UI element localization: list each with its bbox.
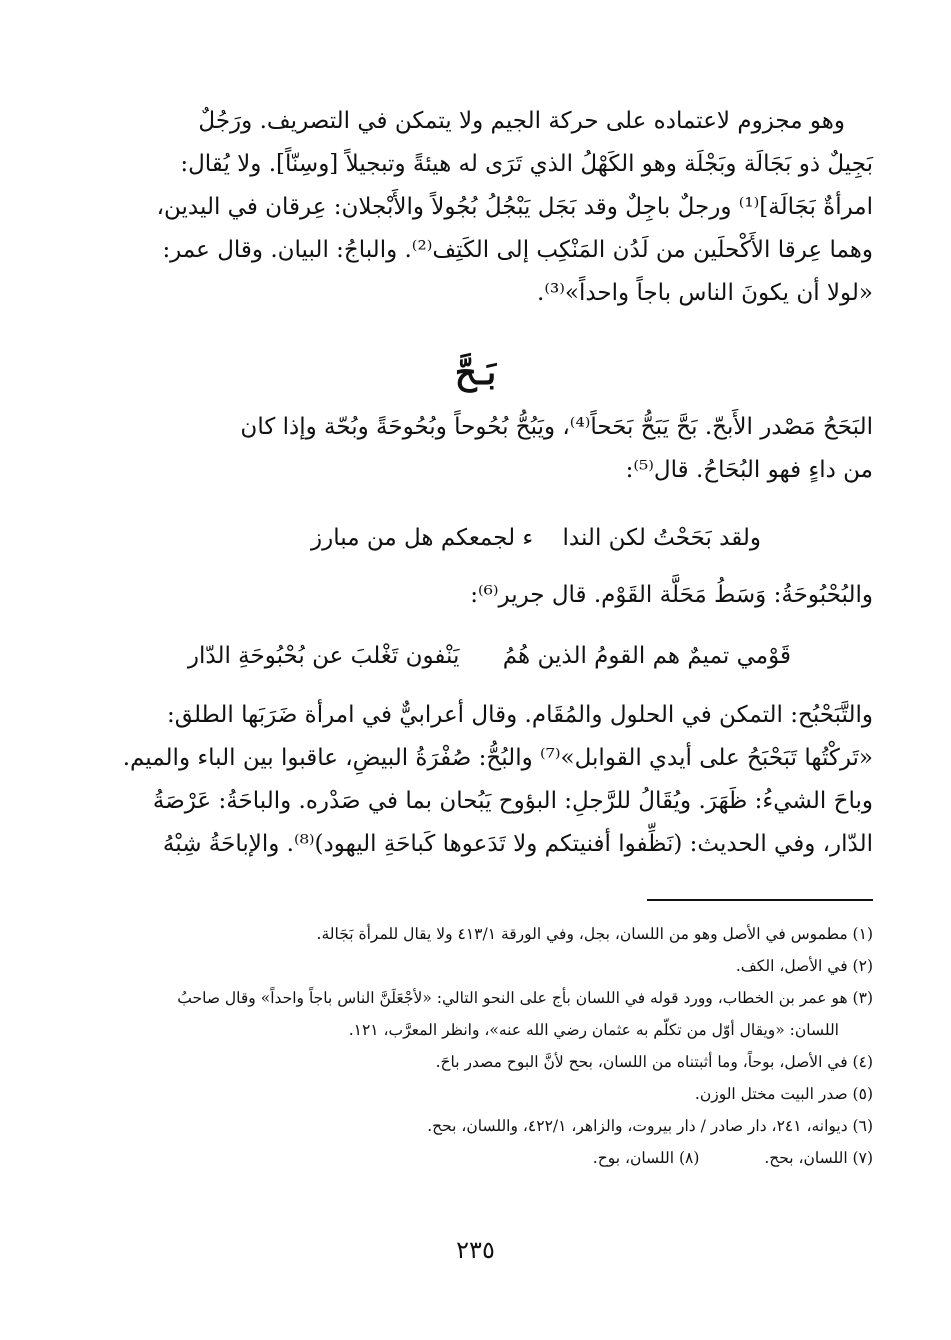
footnote-3-continuation: اللسان: «ويقال أوّل من تكلّم به عثمان رضي الله عنه»، وانظر المعرَّب، ١٢١. (348, 1021, 839, 1039)
text-line: امرأةٌ بَجَالَة]⁽¹⁾ ورجلٌ باجِلٌ وقد بَجَل يَبْجُلُ بُجُولاً والأَبْجلان: عِرقان في اليدين، (156, 194, 873, 220)
text-line: البَحَحُ مَصْدر الأَبحّ. بَحَّ يَبَحُّ بَحَحاً⁽⁴⁾، ويَبُحُّ بُحُوحاً وبُحُوحَةً وبُحّة وإذا كان (240, 414, 873, 440)
footnote-separator (647, 899, 873, 901)
text-line: «تَركْتُها تَبَحْبَحُ على أيدي القوابل»⁽⁷⁾ والبُحُّ: صُفْرَةُ البيضِ، عاقبوا بين الباء والميم. (122, 745, 873, 771)
text-line: وهما عِرقا الأَكْحلَين من لَدُن المَنْكِب إلى الكَتِف⁽²⁾. والباجُ: البيان. وقال عمر: (162, 237, 873, 263)
text-line: الدّار، وفي الحديث: (نَظِّفوا أفنيتكم ولا تَدَعوها كَباحَةِ اليهود)⁽⁸⁾. والإباحَةُ شِبْهُ (162, 831, 873, 857)
paragraph-tabahbuh (77, 694, 873, 866)
footnote-7: (٧) اللسان، بحح. (764, 1149, 873, 1167)
text-line: والتَّبَحْبُح: التمكن في الحلول والمُقَام. وقال أعرابيٌّ في امرأة ضَرَبَها الطلق: (167, 702, 873, 728)
text-line: وباحَ الشيءُ: ظَهَرَ. ويُقَالُ للرَّجلِ: البؤوح يَبُحان بما في صَدْره. والباحَةُ: عَرْصَةُ (152, 788, 873, 814)
text-line: والبُحْبُوحَةُ: وَسَطُ مَحَلَّة القَوْم. قال جرير⁽⁶⁾: (470, 582, 873, 608)
footnotes (77, 918, 873, 1174)
footnote-4: (٤) في الأصل، بوحاً، وما أثبتناه من اللسان، بحح لأنَّ البوح مصدر باحَ. (435, 1053, 873, 1071)
footnote-1: (١) مطموس في الأصل وهو من اللسان، بجل، وفي الورقة ٤١٣/١ ولا يقال للمرأة بَجَالة. (316, 925, 873, 943)
footnote-7-8-row (77, 1142, 873, 1174)
paragraph-bahah-definition (77, 406, 873, 492)
entry-heading: بَـحَّ (454, 353, 497, 393)
verse-hemistich-second: ء لجمعكم هل من مبارز (311, 525, 534, 551)
text-line: بَجِيلٌ ذو بَجَالَة وبَجْلَة وهو الكَهْلُ الذي تَرَى له هيئةً وتبجيلاً [وسِنّاً]. ولا يُقال: (180, 151, 873, 177)
verse-hemistich-first: قَوْمي تميمٌ هم القومُ الذين هُمُ (502, 643, 791, 669)
footnote-5: (٥) صدر البيت مختل الوزن. (694, 1085, 873, 1103)
poetry-verse-2 (188, 636, 791, 676)
text-line: وهو مجزوم لاعتماده على حركة الجيم ولا يتمكن في التصريف. ورَجُلٌ (198, 108, 845, 134)
paragraph-buhbuha (77, 574, 873, 617)
paragraph-bajal-entry-end (77, 100, 873, 315)
footnote-3: (٣) هو عمر بن الخطاب، وورد قوله في اللسان بأج على النحو التالي: «لأجْعَلَنَّ الناس باجاً واحداً» وقال صاحبُ (177, 989, 873, 1007)
page-number: ٢٣٥ (456, 1236, 495, 1264)
footnote-2: (٢) في الأصل، الكف. (735, 957, 873, 975)
footnote-6: (٦) ديوانه، ٢٤١، دار صادر / دار بيروت، والزاهر، ٤٢٢/١، واللسان، بحح. (427, 1117, 873, 1135)
text-line: «لولا أن يكونَ الناس باجاً واحداً»⁽³⁾. (537, 280, 873, 306)
poetry-verse-1 (311, 518, 761, 558)
text-line: من داءٍ فهو البُحَاحُ. قال⁽⁵⁾: (625, 457, 873, 483)
verse-hemistich-first: ولقد بَحَحْتُ لكن الندا (562, 525, 761, 551)
verse-hemistich-second: يَنْفون تَغْلبَ عن بُحْبُوحَةِ الدّار (187, 643, 460, 669)
footnote-8: (٨) اللسان، بوح. (592, 1149, 700, 1167)
